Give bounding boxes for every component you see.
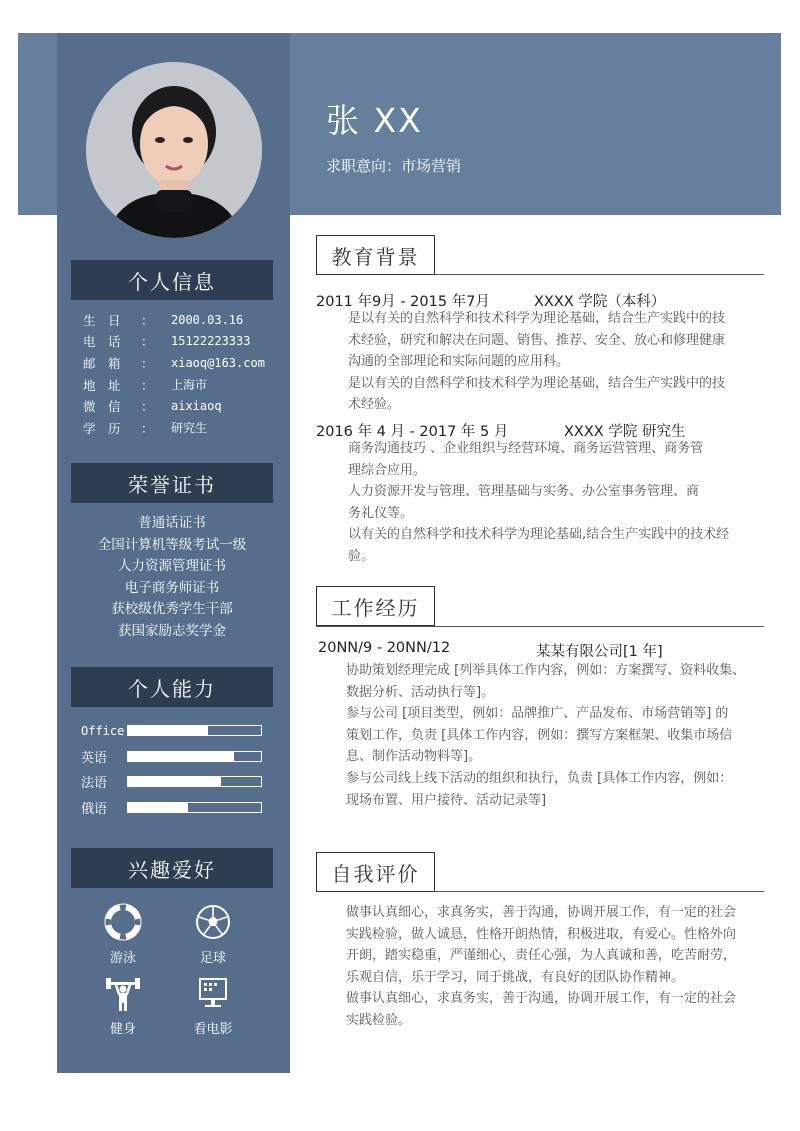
hobby-fitness	[83, 974, 163, 1037]
skills-header: 个人能力	[71, 667, 273, 707]
work-title: 工作经历	[316, 586, 435, 626]
football-icon	[194, 903, 232, 941]
education-date: 2016 年 4 月 - 2017 年 5 月	[316, 424, 509, 440]
honors-list	[71, 513, 273, 643]
candidate-name: 张 XX	[326, 101, 423, 140]
skill-row	[81, 718, 262, 744]
skill-fill	[128, 752, 234, 761]
info-email: 邮 箱 ： xiaoq@163.com	[83, 355, 265, 371]
skill-row	[81, 795, 262, 821]
hobby-swimming	[83, 903, 163, 966]
skill-name: 法语	[81, 776, 108, 792]
personal-info-list	[83, 309, 265, 439]
hobby-movies	[173, 974, 253, 1037]
work-desc: 协助策划经理完成 [列举具体工作内容，例如：方案撰写、资料收集、 数据分析、活动执行等]。 参与公司 [项目类型，例如：品牌推广、产品发布、市场营销等] 的 策划工作，负责 [具体工作内容，例如：撰写方案框架、收集市场信 息、制作活动物料等]。 参与公司线上线下活动的组织和执行，负责 [具体工作内容，例如： 现场布置、用户接待、活动记录等]	[346, 663, 746, 808]
honor-item: 人力资源管理证书	[118, 558, 226, 575]
work-divider	[316, 626, 764, 627]
skill-bar	[127, 725, 262, 736]
skill-fill	[128, 803, 188, 812]
education-date: 2011 年9月 - 2015 年7月	[316, 294, 490, 310]
skills-list	[81, 718, 262, 820]
info-address: 地 址 ： 上海市	[83, 377, 208, 393]
job-intent	[326, 155, 461, 176]
education-school: XXXX 学院 研究生	[564, 424, 686, 440]
info-birthday: 生 日 ： 2000.03.16	[83, 312, 244, 328]
hobbies-header: 兴趣爱好	[71, 848, 273, 888]
skill-bar	[127, 751, 262, 762]
skill-bar	[127, 802, 262, 813]
hobby-label: 健身	[109, 1022, 136, 1037]
skill-name: 英语	[81, 750, 108, 766]
avatar	[86, 62, 262, 238]
weightlifting-icon	[104, 974, 142, 1012]
work-entry-head	[318, 640, 663, 660]
skill-fill	[128, 726, 208, 735]
work-company: 某某有限公司[1 年]	[536, 644, 663, 660]
hobby-football	[173, 903, 253, 966]
honor-item: 普通话证书	[138, 515, 206, 531]
personal-info-header: 个人信息	[71, 260, 273, 300]
hobby-label: 看电影	[193, 1022, 233, 1037]
skill-fill	[128, 777, 221, 786]
lifebuoy-icon	[104, 903, 142, 941]
skill-bar	[127, 776, 262, 787]
profile-photo	[86, 62, 262, 238]
honor-item: 获校级优秀学生干部	[111, 601, 233, 618]
skill-row	[81, 769, 262, 795]
honors-header: 荣誉证书	[71, 463, 273, 503]
skill-name: 俄语	[81, 801, 108, 817]
skill-row	[81, 744, 262, 770]
work-date: 20NN/9 - 20NN/12	[318, 640, 451, 656]
info-education: 学 历 ： 研究生	[83, 420, 208, 436]
honor-item: 全国计算机等级考试一级	[97, 536, 247, 553]
job-intent-label: 求职意向：	[326, 157, 402, 175]
self-evaluation-text: 做事认真细心，求真务实，善于沟通，协调开展工作，有一定的社会 实践检验，做人诚恳，性格开朗热情，积极进取，有爱心。性格外向 开朗，踏实稳重，严谨细心，责任心强，为人真诚和善，吃苦耐劳， 乐观自信，乐于学习，同于挑战，有良好的团队协作精神。 做事认真细心，求真务实，善于沟通，协调开展工作，有一定的社会 实践检验。	[346, 905, 737, 1028]
honor-item: 获国家励志奖学金	[118, 622, 226, 639]
education-school: XXXX 学院（本科）	[534, 294, 666, 310]
self-evaluation-title: 自我评价	[316, 852, 435, 892]
info-wechat: 微 信 ： aixiaoq	[83, 399, 222, 415]
hobby-label: 足球	[199, 951, 226, 966]
job-intent-value: 市场营销	[401, 157, 462, 175]
education-entry-2-desc: 商务沟通技巧 、企业组织与经营环境、商务运营管理、商务管 理综合应用。 人力资源开发与管理、管理基础与实务、办公室事务管理、商 务礼仪等。 以有关的自然科学和技术科学为理论基础,结合生产实践中的技术经 验。	[348, 441, 730, 564]
skill-name: Office	[81, 723, 125, 738]
education-entry-1-desc: 是以有关的自然科学和技术科学为理论基础，结合生产实践中的技 术经验，研究和解决在问题、销售、推荐、安全、放心和修理健康 沟通的全部理论和实际问题的应用科。 是以有关的自然科学和技术科学为理论基础，结合生产实践中的技 术经验。	[348, 311, 726, 413]
honor-item: 电子商务师证书	[124, 579, 220, 596]
education-title: 教育背景	[316, 235, 435, 275]
movie-screen-icon	[194, 974, 232, 1012]
info-phone: 电 话 ： 15122223333	[83, 334, 251, 350]
hobby-label: 游泳	[109, 951, 136, 966]
